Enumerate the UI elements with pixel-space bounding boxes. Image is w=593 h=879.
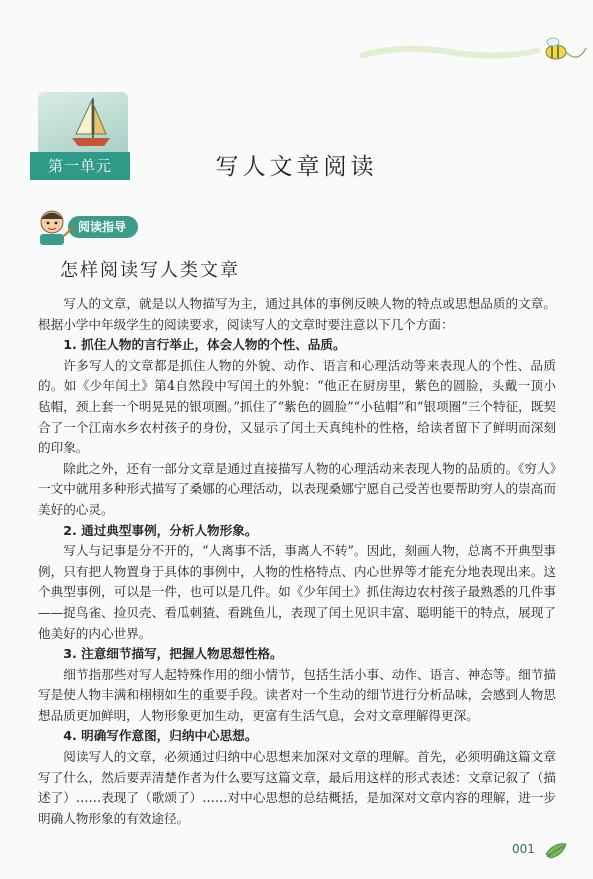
point-3-heading: 3. 注意细节描写，把握人物思想性格。 bbox=[63, 646, 283, 662]
point-3-paragraph: 细节指那些对写人起特殊作用的细小情节，包括生活小事、动作、语言、神态等。细节描写是使人物丰满和栩栩如生的重要手段。读者对一个生动的细节进行分析品味，会感到人物思想品质更加鲜明，人物形象更加生动，更富有生活气息，会对文章理解得更深。 bbox=[38, 666, 556, 723]
page-number bbox=[508, 840, 572, 862]
page-title: 写人文章阅读 bbox=[215, 154, 378, 180]
point-1-heading: 1. 抓住人物的言行举止，体会人物的个性、品质。 bbox=[63, 337, 346, 353]
point-1-paragraph-2: 除此之外，还有一部分文章是通过直接描写人物的心理活动来表现人物的品质的。《穷人》一文中就用多种形式描写了桑娜的心理活动，以表现桑娜宁愿自己受苦也要帮助穷人的崇高而美好的心灵。 bbox=[38, 460, 556, 517]
point-2-heading: 2. 通过典型事例，分析人物形象。 bbox=[63, 522, 258, 538]
reading-child-icon bbox=[32, 206, 76, 246]
sailboat-icon bbox=[70, 96, 112, 152]
section-subtitle: 怎样阅读写人类文章 bbox=[60, 260, 240, 281]
point-4-heading: 4. 明确写作意图，归纳中心思想。 bbox=[63, 728, 258, 744]
page-number-text: 001 bbox=[512, 842, 535, 856]
bee-decoration-icon bbox=[360, 34, 590, 70]
intro-paragraph: 写人的文章，就是以人物描写为主，通过具体的事例反映人物的特点或思想品质的文章。根据小学中年级学生的阅读要求，阅读写人的文章时要注意以下几个方面： bbox=[38, 296, 556, 332]
article-body bbox=[38, 294, 556, 829]
point-2-paragraph: 写人与记事是分不开的，“人离事不活，事离人不转”。因此，刻画人物，总离不开典型事例，只有把人物置身于具体的事例中，人物的性格特点、内心世界等才能充分地表现出来。这个典型事例，可以是一件，也可以是几件。如《少年闰土》抓住海边农村孩子最熟悉的几件事——捉鸟雀、捡贝壳、看瓜刺猹、看跳鱼儿，表现了闰土见识丰富、聪明能干的特点，展现了他美好的内心世界。 bbox=[38, 543, 556, 641]
leaf-icon bbox=[544, 840, 568, 862]
point-1-paragraph-1: 许多写人的文章都是抓住人物的外貌、动作、语言和心理活动等来表现人的个性、品质的。如《少年闰土》第4自然段中写闰土的外貌：“他正在厨房里，紫色的圆脸，头戴一顶小毡帽，颈上套一个明晃晃的银项圈。”抓住了“紫色的圆脸”“小毡帽”和“银项圈”三个特征，既契合了一个江南水乡农村孩子的身份，又显示了闰土天真纯朴的性格，给读者留下了鲜明而深刻的印象。 bbox=[38, 357, 556, 456]
unit-label: 第一单元 bbox=[30, 152, 130, 180]
point-4-paragraph: 阅读写人的文章，必须通过归纳中心思想来加深对文章的理解。首先，必须明确这篇文章写了什么，然后要弄清楚作者为什么要写这篇文章，最后用这样的形式表述：文章记叙了（描述了）……表现了（歌颂了）……对中心思想的总结概括，是加深对文章内容的理解，进一步明确人物形象的有效途径。 bbox=[38, 749, 556, 826]
reading-guide-section-header bbox=[32, 206, 172, 246]
reading-guide-badge: 阅读指导 bbox=[68, 216, 138, 238]
